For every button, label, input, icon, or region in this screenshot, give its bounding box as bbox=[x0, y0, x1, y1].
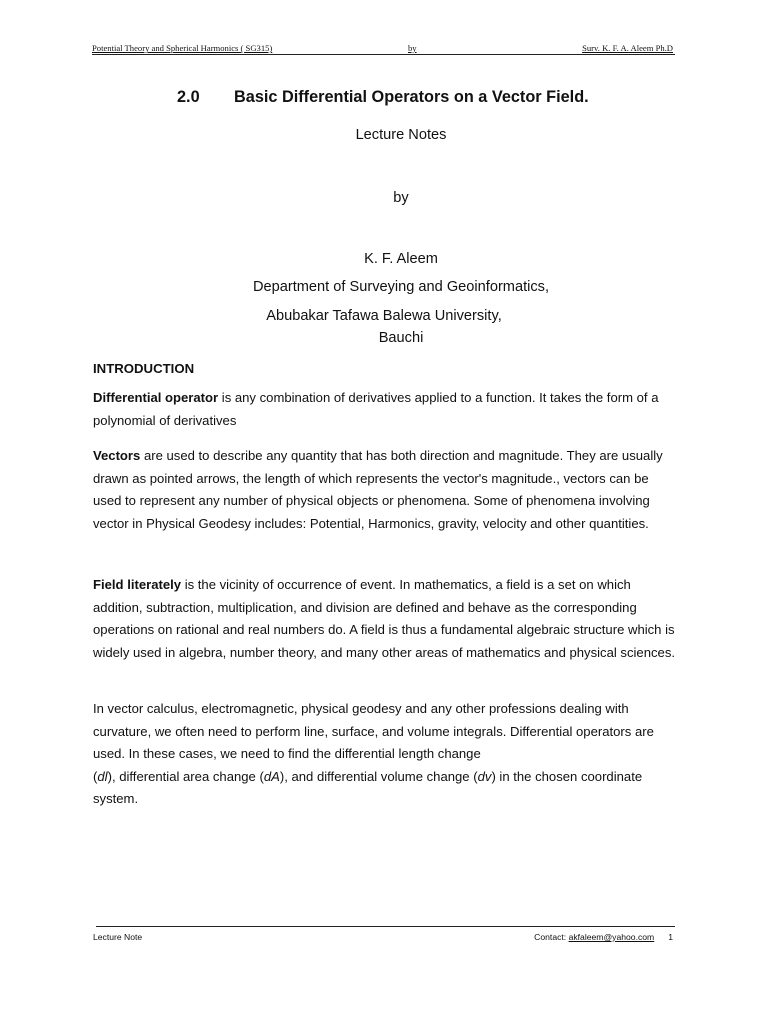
paragraph-text: are used to describe any quantity that has both direction and magnitude. They are usually drawn as pointed arrows, the length of which represents the vector's magnitude., vectors can be used to represent any number of physical objects or phenomena. Some of phenomena involving vector in Physical Geodesy includes: Potential, Harmonics, gravity, velocity and other quantities. bbox=[93, 448, 663, 531]
department: Department of Surveying and Geoinformatics, bbox=[252, 279, 550, 295]
paragraph-text: is any combination of derivatives applied to a function. It takes the form of a polynomial of derivatives bbox=[93, 390, 659, 428]
formula-line bbox=[93, 769, 491, 784]
header-by: by bbox=[408, 43, 417, 53]
title-number: 2.0 bbox=[177, 88, 200, 106]
term-field: Field literately bbox=[93, 577, 182, 592]
paren-open: ( bbox=[93, 768, 98, 784]
footer-label: Lecture Note bbox=[93, 932, 143, 942]
paragraph-text: In vector calculus, electromagnetic, physical geodesy and any other professions dealing with curvature, we often need to perform line, surface, and volume integrals. Differential operators are used. In these cases, we need to find the differential length change bbox=[93, 701, 654, 762]
university: Abubakar Tafawa Balewa University, bbox=[266, 308, 502, 324]
paragraph-text: is the vicinity of occurrence of event. In mathematics, a field is a set on which addition, subtraction, multiplication, and division are defined and behave as the corresponding operations on rational and real numbers do. A field is thus a fundamental algebraic structure which is widely used in algebra, number theory, and many other areas of mathematics and physical sciences. bbox=[93, 577, 676, 660]
paragraph-field bbox=[93, 574, 677, 664]
subtitle: Lecture Notes bbox=[355, 127, 447, 143]
symbol-dl: dl bbox=[97, 768, 108, 784]
city: Bauchi bbox=[378, 330, 424, 346]
symbol-dA: dA bbox=[263, 768, 280, 784]
section-heading: INTRODUCTION bbox=[93, 361, 195, 376]
paragraph-text: ), differential area change ( bbox=[107, 768, 264, 784]
page-footer bbox=[93, 926, 675, 943]
contact-label: Contact: bbox=[534, 932, 569, 942]
paragraph-text: ) in the chosen coordinate system. bbox=[93, 768, 643, 807]
header-course: Potential Theory and Spherical Harmonics ( SG315) bbox=[92, 43, 273, 53]
author-name: K. F. Aleem bbox=[364, 251, 438, 267]
paragraph-vector-calculus bbox=[93, 698, 677, 811]
term-vectors: Vectors bbox=[93, 448, 141, 463]
symbol-dv: dv bbox=[477, 768, 492, 784]
email-link[interactable]: akfaleem@yahoo.com bbox=[568, 932, 655, 942]
byline: by bbox=[393, 190, 409, 206]
page-number: 1 bbox=[668, 932, 673, 942]
paragraph-differential-operator bbox=[93, 387, 677, 432]
footer-contact bbox=[534, 930, 673, 944]
title-text: Basic Differential Operators on a Vector Field. bbox=[234, 88, 589, 106]
paragraph-text: ), and differential volume change ( bbox=[279, 768, 478, 784]
header-author: Surv. K. F. A. Aleem Ph.D bbox=[582, 43, 673, 53]
term-differential-operator: Differential operator bbox=[93, 390, 219, 405]
paragraph-vectors bbox=[93, 445, 677, 535]
running-header bbox=[92, 42, 675, 55]
